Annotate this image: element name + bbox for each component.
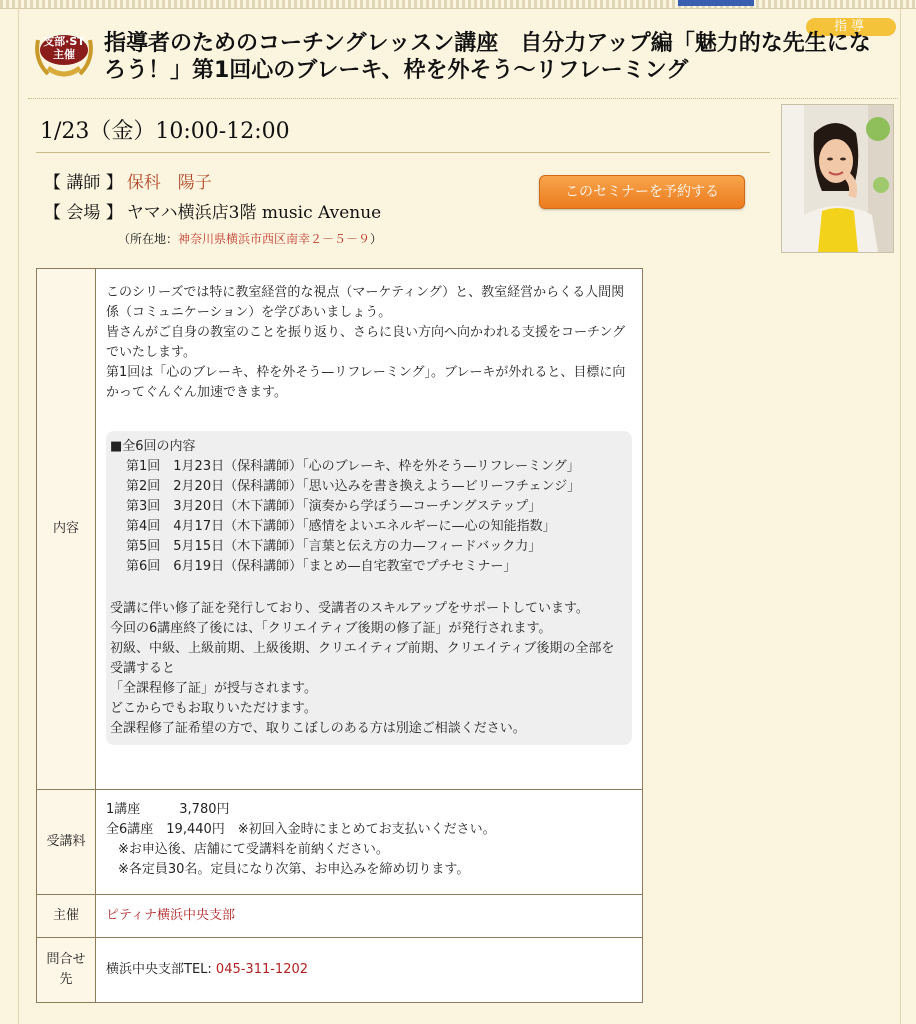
venue-label: 【 会場 】 <box>44 203 123 223</box>
fee-cell <box>96 790 643 895</box>
seminar-date: 1/23（金）10:00-12:00 <box>40 119 290 144</box>
fee-note: ※各定員30名。定員になり次第、お申込みを締め切ります。 <box>118 862 470 877</box>
contact-header: 問合せ先 <box>37 938 96 1003</box>
intro-paragraph: 第1回は「心のブレーキ、枠を外そう—リフレーミング」。ブレーキが外れると、目標に向かってぐんぐん加速できます。 <box>106 365 626 400</box>
branch-badge-line1: 支部·ST <box>43 35 85 48</box>
schedule-item: 第2回 2月20日（保科講師）「思い込みを書き換えよう—ビリーフチェンジ」 <box>126 479 581 494</box>
top-nav-tab-fragment[interactable] <box>678 0 754 6</box>
content-cell <box>96 269 643 790</box>
branch-badge-line2: 主催 <box>53 48 75 61</box>
fee-note: ※お申込後、店舗にて受講料を前納ください。 <box>118 842 389 857</box>
reserve-seminar-button[interactable]: このセミナーを予約する <box>539 175 745 209</box>
contact-prefix: 横浜中央支部TEL: <box>106 962 216 977</box>
certificate-paragraph: 今回の6講座終了後には、「クリエイティブ後期の修了証」が発行されます。 <box>110 621 552 636</box>
organizer-link[interactable]: ピティナ横浜中央支部 <box>106 908 235 923</box>
certificate-paragraph: どこからでもお取りいただけます。 <box>110 701 317 716</box>
seminar-info-table <box>36 268 643 1003</box>
top-dotted-border <box>0 0 916 9</box>
address-suffix: ） <box>370 232 383 246</box>
right-page-rule <box>900 8 901 1024</box>
intro-paragraph: このシリーズでは特に教室経営的な視点（マーケティング）と、教室経営からくる人間関係（コミュニケーション）を学びあいましょう。 <box>106 285 625 320</box>
address-link[interactable]: 神奈川県横浜市西区南幸２－５－９ <box>178 232 371 246</box>
organizer-cell <box>96 895 643 938</box>
certificate-paragraph: 全課程修了証希望の方で、取りこぼしのある方は別途ご相談ください。 <box>110 721 526 736</box>
content-row <box>37 269 643 790</box>
venue-name: ヤマハ横浜店3階 music Avenue <box>126 203 382 223</box>
certificate-paragraph: 「全課程修了証」が授与されます。 <box>110 681 317 696</box>
fee-header: 受講料 <box>37 790 96 895</box>
contact-tel-link[interactable]: 045-311-1202 <box>215 962 309 977</box>
content-header: 内容 <box>37 269 96 790</box>
schedule-item: 第3回 3月20日（木下講師）「演奏から学ぼう—コーチングステップ」 <box>126 499 542 514</box>
instructor-row <box>44 168 212 193</box>
venue-row <box>44 198 381 223</box>
certificate-paragraph: 初級、中級、上級前期、上級後期、クリエイティブ前期、クリエイティブ後期の全部を受講すると <box>110 641 615 676</box>
intro-paragraph: 皆さんがご自身の教室のことを振り返り、さらに良い方向へ向かわれる支援をコーチングでいたします。 <box>106 325 626 360</box>
left-page-rule <box>18 8 19 1024</box>
category-badge: 指導 <box>806 18 896 36</box>
organizer-header: 主催 <box>37 895 96 938</box>
fee-all: 全6講座 19,440円 ※初回入金時にまとめてお支払いください。 <box>106 822 496 837</box>
seminar-title: 指導者のためのコーチングレッスン講座 自分力アップ編「魅力的な先生になろう！」第1回心のブレーキ、枠を外そう〜リフレーミング <box>104 31 871 83</box>
schedule-item: 第4回 4月17日（木下講師）「感情をよいエネルギーに—心の知能指数」 <box>126 519 556 534</box>
contact-cell <box>96 938 643 1003</box>
certificate-paragraph: 受講に伴い修了証を発行しており、受講者のスキルアップをサポートしています。 <box>110 601 589 616</box>
schedule-box <box>106 431 632 745</box>
venue-address <box>118 230 382 247</box>
branch-organized-badge <box>32 30 96 82</box>
address-prefix: （所在地： <box>118 232 179 246</box>
instructor-name: 保科 陽子 <box>126 173 212 193</box>
fee-row <box>37 790 643 895</box>
contact-row <box>37 938 643 1003</box>
schedule-heading: ■全6回の内容 <box>110 439 196 454</box>
organizer-row <box>37 895 643 938</box>
schedule-item: 第6回 6月19日（保科講師）「まとめ—自宅教室でプチセミナー」 <box>126 559 517 574</box>
header-divider <box>28 98 898 99</box>
instructor-label: 【 講師 】 <box>44 173 123 193</box>
fee-single: 1講座 3,780円 <box>106 802 230 817</box>
instructor-portrait-icon <box>782 105 893 252</box>
date-divider <box>36 152 770 153</box>
schedule-item: 第5回 5月15日（木下講師）「言葉と伝え方の力—フィードバック力」 <box>126 539 542 554</box>
schedule-item: 第1回 1月23日（保科講師）「心のブレーキ、枠を外そう—リフレーミング」 <box>126 459 580 474</box>
instructor-photo <box>781 104 894 253</box>
